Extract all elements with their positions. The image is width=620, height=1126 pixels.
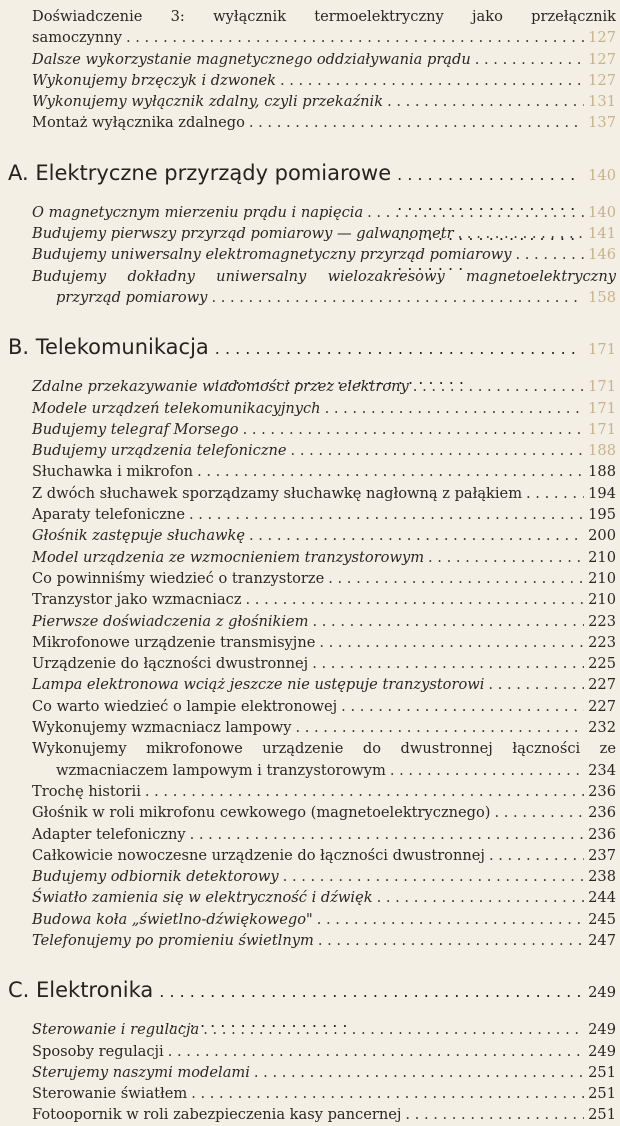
toc-entry: [8, 696, 616, 717]
toc-entry: [8, 1041, 616, 1062]
toc-entry-title: Co powinniśmy wiedzieć o tranzystorze: [32, 569, 325, 587]
toc-entry-page: 158: [588, 288, 616, 306]
toc-entry: [8, 802, 616, 823]
section-heading-b: [8, 332, 616, 362]
leader-dots: [488, 674, 584, 695]
toc-entry-title: Budujemy telegraf Morsego: [32, 420, 239, 438]
toc-entry-title: Z dwóch słuchawek sporządzamy słuchawkę nagłowną z pałąkiem: [32, 484, 523, 502]
toc-entry-title: Sterowanie światłem: [32, 1085, 188, 1103]
leader-dots: [526, 483, 584, 504]
section-c-list: [8, 1019, 616, 1125]
section-heading-c: [8, 975, 616, 1005]
toc-entry-page: 188: [588, 442, 616, 460]
leader-dots: [390, 760, 584, 781]
toc-entry-title: Trochę historii: [32, 782, 141, 800]
leader-dots: [191, 1083, 584, 1104]
leader-dots: [515, 244, 584, 265]
toc-entry: [8, 568, 616, 589]
toc-entry-title: Modele urządzeń telekomunikacyjnych: [32, 399, 321, 417]
leader-dots: [313, 611, 585, 632]
toc-entry: [8, 419, 616, 440]
toc-entry: [8, 6, 616, 49]
toc-entry: [8, 1104, 616, 1125]
section-page: 140: [588, 166, 616, 184]
toc-entry-title: Mikrofonowe urządzenie transmisyjne: [32, 633, 316, 651]
toc-entry-page: 171: [588, 378, 616, 396]
leader-dots: [190, 824, 585, 845]
leader-dots: [145, 781, 584, 802]
toc-entry-page: 247: [588, 931, 616, 949]
leader-dots: [495, 802, 585, 823]
section-b-list: [8, 376, 616, 738]
toc-entry-title: Co warto wiedzieć o lampie elektronowej: [32, 697, 338, 715]
toc-entry-title: Wykonujemy brzęczyk i dzwonek: [32, 71, 276, 89]
toc-entry-title: Całkowicie nowoczesne urządzenie do łączności dwustronnej: [32, 846, 485, 864]
toc-entry-title-line2: wzmacniaczem lampowym i tranzystorowym: [56, 761, 386, 779]
toc-entry-page: 200: [588, 527, 616, 545]
leader-dots: [291, 440, 585, 461]
leader-dots: [203, 1019, 584, 1040]
toc-entry-title: Model urządzenia ze wzmocnieniem tranzystorowym: [32, 548, 425, 566]
toc-entry: [8, 223, 616, 244]
toc-entry: [8, 91, 616, 112]
toc-entry: [8, 717, 616, 738]
toc-entry-page: 227: [588, 676, 616, 694]
toc-entry-title: Sterujemy naszymi modelami: [32, 1063, 250, 1081]
leader-dots: [377, 887, 585, 908]
toc-entry: [8, 845, 616, 866]
toc-entry-page: 171: [588, 420, 616, 438]
toc-entry-title: Tranzystor jako wzmacniacz: [32, 591, 242, 609]
leader-dots: [458, 223, 585, 244]
toc-entry: [8, 202, 616, 223]
toc-entry-title-line1: Budujemy dokładny uniwersalny wielozakresowy magnetoelektryczny: [32, 267, 616, 285]
toc-entry: [8, 504, 616, 525]
leader-dots: [325, 398, 585, 419]
section-page: 171: [588, 341, 616, 359]
leader-dots: [489, 845, 584, 866]
leader-dots: [405, 1104, 584, 1125]
toc-entry-title: Zdalne przekazywanie wiadomości przez elektrony: [32, 378, 409, 396]
toc-entry-title: Telefonujemy po promieniu świetlnym: [32, 931, 314, 949]
toc-entry-title: Budujemy pierwszy przyrząd pomiarowy — galwanometr: [32, 225, 454, 243]
toc-entry: [8, 525, 616, 546]
toc-entry-page: 251: [588, 1106, 616, 1124]
toc-entry-page: 249: [588, 1042, 616, 1060]
leader-dots: [189, 504, 584, 525]
leader-dots: [319, 632, 584, 653]
toc-entry-title: Montaż wyłącznika zdalnego: [32, 114, 245, 132]
toc-entry: [8, 440, 616, 461]
section-title: A. Elektryczne przyrządy pomiarowe: [8, 160, 392, 185]
toc-entry-title: Sposoby regulacji: [32, 1042, 164, 1060]
toc-entry-title-line1: Wykonujemy mikrofonowe urządzenie do dwustronnej łączności ze: [32, 740, 616, 758]
toc-entry-title: Głośnik w roli mikrofonu cewkowego (magnetoelektrycznego): [32, 804, 491, 822]
toc-entry-page: 227: [588, 697, 616, 715]
toc-entry-page: 249: [588, 1021, 616, 1039]
toc-entry: [8, 866, 616, 887]
section-page: 249: [588, 984, 616, 1002]
toc-entry-page: 210: [588, 548, 616, 566]
leader-dots: [283, 866, 584, 887]
toc-entry-title-line2: przyrząd pomiarowy: [56, 288, 208, 306]
toc-entry-title: Dalsze wykorzystanie magnetycznego oddziaływania prądu: [32, 50, 471, 68]
section-title: B. Telekomunikacja: [8, 335, 209, 360]
toc-entry-page: 236: [588, 825, 616, 843]
leader-dots: [428, 547, 584, 568]
toc-entry: [8, 112, 616, 133]
leader-dots: [317, 909, 584, 930]
leader-dots: [280, 70, 584, 91]
toc-entry: [8, 674, 616, 695]
section-heading-a: [8, 158, 616, 188]
leader-dots: [249, 112, 584, 133]
toc-entry: [8, 909, 616, 930]
toc-entry-title: Adapter telefoniczny: [32, 825, 186, 843]
toc-entry: [8, 266, 616, 309]
toc-entry-page: 223: [588, 633, 616, 651]
leader-dots: [475, 49, 584, 70]
leader-dots: [413, 376, 584, 397]
toc-entry-page: 232: [588, 719, 616, 737]
toc-entry: [8, 1062, 616, 1083]
toc-entry-page: 127: [588, 50, 616, 68]
toc-entry-title: O magnetycznym mierzeniu prądu i napięcia: [32, 203, 364, 221]
leader-dots: [312, 653, 584, 674]
toc-entry-title-line1: Doświadczenie 3: wyłącznik termoelektryczny jako przełącznik: [32, 8, 616, 25]
toc-entry-page: 234: [588, 761, 616, 779]
toc-entry: [8, 781, 616, 802]
leader-dots: [243, 419, 585, 440]
toc-entry: [8, 653, 616, 674]
toc-entry-title: Lampa elektronowa wciąż jeszcze nie ustępuje tranzystorowi: [32, 676, 485, 694]
toc-entry-title: Budujemy uniwersalny elektromagnetyczny przyrząd pomiarowy: [32, 246, 512, 264]
toc-entry-title: Wykonujemy wyłącznik zdalny, czyli przekaźnik: [32, 93, 384, 111]
toc-entry-page: 140: [588, 203, 616, 221]
leader-dots: [254, 1062, 584, 1083]
toc-entry: [8, 1083, 616, 1104]
toc-entry: [8, 824, 616, 845]
toc-entry-title: Wykonujemy wzmacniacz lampowy: [32, 719, 292, 737]
toc-entry-page: 194: [588, 484, 616, 502]
toc-entry-title-line2: samoczynny: [32, 29, 122, 47]
toc-entry-title: Sterowanie i regulacja: [32, 1021, 200, 1039]
toc-entry: [8, 738, 616, 781]
toc-entry-page: 223: [588, 612, 616, 630]
toc-entry-page: 210: [588, 591, 616, 609]
leader-dots: [387, 91, 584, 112]
toc-entry-page: 225: [588, 655, 616, 673]
toc-entry-page: 238: [588, 868, 616, 886]
toc-entry-page: 188: [588, 463, 616, 481]
toc-entry-page: 195: [588, 506, 616, 524]
toc-entry-page: 127: [588, 71, 616, 89]
toc-entry-page: 236: [588, 782, 616, 800]
toc-entry-title: Budowa koła „świetlno-dźwiękowego": [32, 910, 313, 928]
leader-dots: [197, 461, 584, 482]
leader-dots: [211, 287, 584, 308]
leader-dots: [246, 589, 585, 610]
toc-entry: [8, 632, 616, 653]
toc-entry-title: Światło zamienia się w elektryczność i dźwięk: [32, 889, 373, 907]
toc-entry-page: 171: [588, 399, 616, 417]
toc-entry: [8, 547, 616, 568]
toc-entry-page: 244: [588, 889, 616, 907]
toc-entry: [8, 244, 616, 265]
toc-entry: [8, 49, 616, 70]
leader-dots: [341, 696, 584, 717]
toc-entry-page: 127: [588, 29, 616, 47]
toc-entry-page: 245: [588, 910, 616, 928]
toc-entry-page: 251: [588, 1063, 616, 1081]
toc-entry: [8, 1019, 616, 1040]
toc-entry-title: Słuchawka i mikrofon: [32, 463, 194, 481]
toc-entry-title: Budujemy urządzenia telefoniczne: [32, 442, 287, 460]
toc-entry-page: 236: [588, 804, 616, 822]
leader-dots: [367, 202, 584, 223]
toc-entry-page: 251: [588, 1085, 616, 1103]
toc-entry-page: 210: [588, 569, 616, 587]
leader-dots: [126, 27, 584, 48]
toc-entry: [8, 887, 616, 908]
toc-entry: [8, 376, 616, 397]
section-b-list-continued: [8, 781, 616, 951]
toc-entry-title: Budujemy odbiornik detektorowy: [32, 868, 279, 886]
leader-dots: [249, 525, 584, 546]
toc: [8, 6, 616, 1126]
toc-entry-page: 237: [588, 846, 616, 864]
toc-entry-title: Aparaty telefoniczne: [32, 506, 185, 524]
toc-entry: [8, 611, 616, 632]
toc-entry-title: Fotoopornik w roli zabezpieczenia kasy pancernej: [32, 1106, 402, 1124]
leader-dots: [295, 717, 584, 738]
toc-entry-title: Głośnik zastępuje słuchawkę: [32, 527, 245, 545]
toc-entry: [8, 70, 616, 91]
leader-dots: [328, 568, 584, 589]
toc-entry: [8, 930, 616, 951]
toc-entry-page: 141: [588, 225, 616, 243]
toc-entry: [8, 483, 616, 504]
toc-entry: [8, 589, 616, 610]
leader-dots: [168, 1041, 584, 1062]
toc-entry: [8, 398, 616, 419]
toc-entry-page: 131: [588, 93, 616, 111]
toc-entry-title: Pierwsze doświadczenia z głośnikiem: [32, 612, 309, 630]
leader-dots: [318, 930, 584, 951]
toc-entry-title: Urządzenie do łączności dwustronnej: [32, 655, 309, 673]
toc-entry: [8, 461, 616, 482]
section-title: C. Elektronika: [8, 978, 154, 1003]
toc-entry-page: 137: [588, 114, 616, 132]
toc-entry-page: 146: [588, 246, 616, 264]
